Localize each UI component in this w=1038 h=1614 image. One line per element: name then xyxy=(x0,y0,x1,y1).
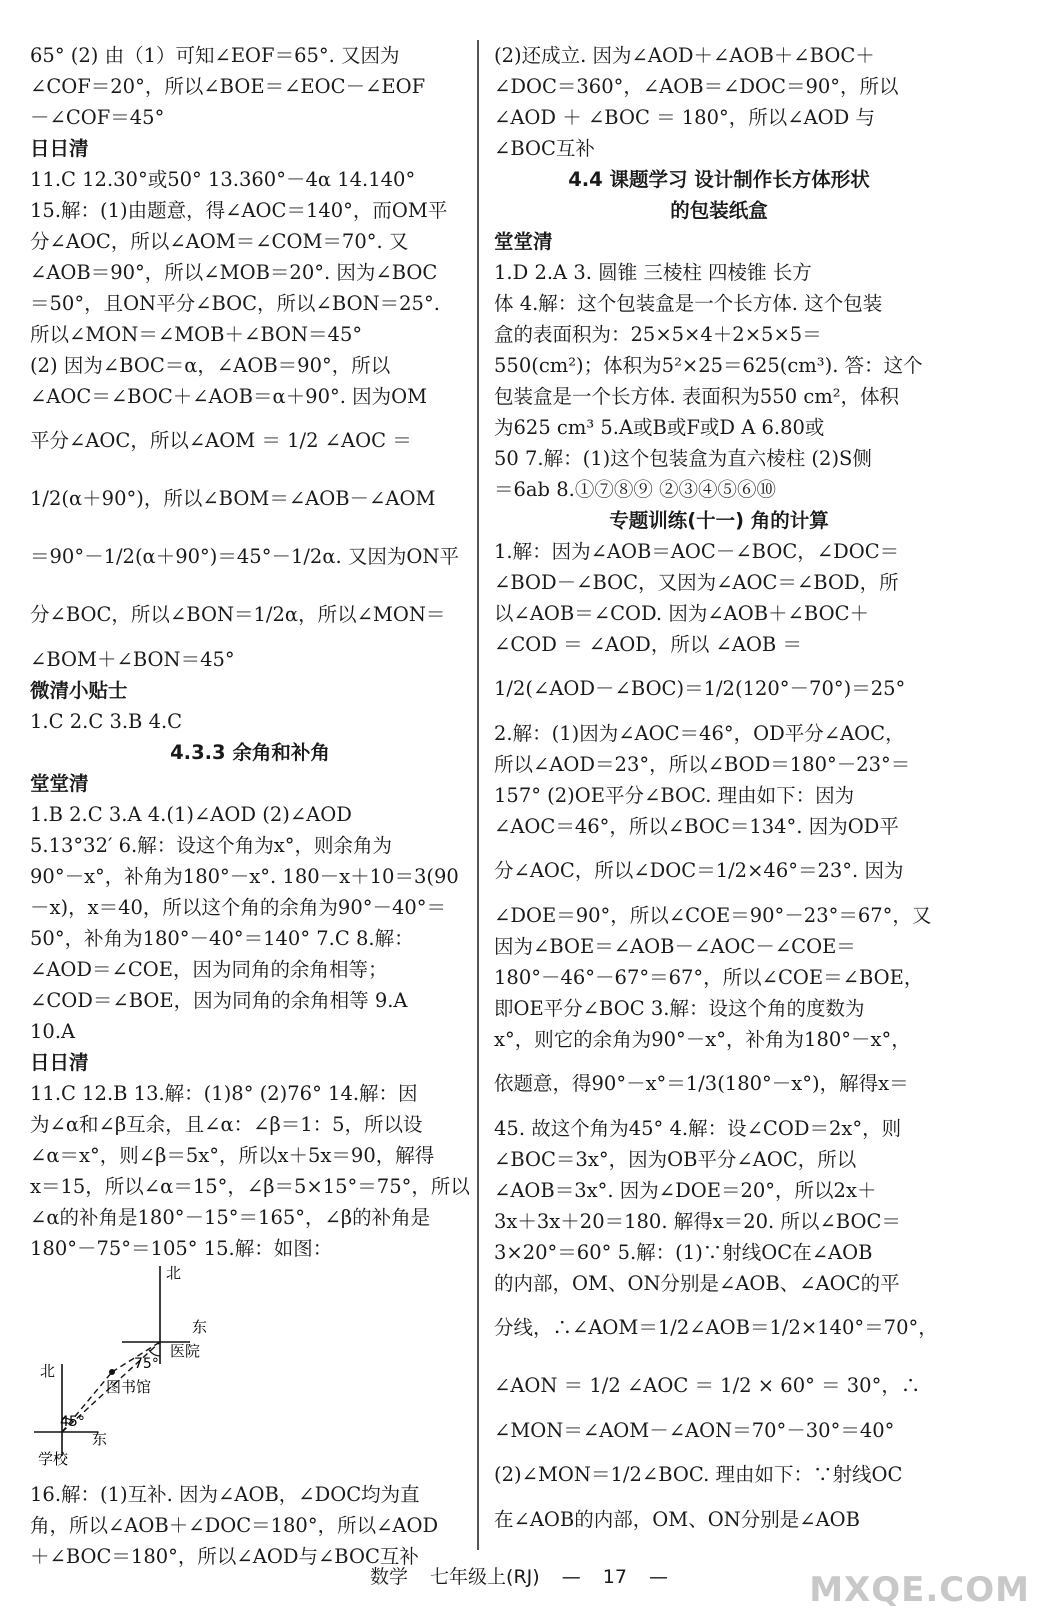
text-line: ∠α的补角是180°－15°＝165°，∠β的补角是 xyxy=(30,1206,431,1229)
east-label-school: 东 xyxy=(92,1430,108,1448)
text-line: 在∠AOB的内部，OM、ON分别是∠AOB xyxy=(494,1508,860,1531)
text-line: (2)还成立. 因为∠AOD＋∠AOB＋∠BOC＋ xyxy=(494,44,875,67)
text-line: 包装盒是一个长方体. 表面积为550 cm²，体积 xyxy=(494,385,900,408)
text-line: －x)，x＝40，所以这个角的余角为90°－40°＝ xyxy=(30,896,447,919)
text-line: ∠COF＝20°，所以∠BOE＝∠EOC－∠EOF xyxy=(30,75,426,98)
text-line: ∠BOM＋∠BON＝45° xyxy=(30,648,235,671)
text-line: 1.解：因为∠AOB＝AOC－∠BOC，∠DOC＝ xyxy=(494,540,900,563)
text-line: ∠AOD ＋ ∠BOC ＝ 180°，所以∠AOD 与 xyxy=(494,106,875,129)
text-line: ＝6ab 8.①⑦⑧⑨ ②③④⑤⑥⑩ xyxy=(494,478,777,501)
column-divider xyxy=(477,40,479,1550)
library-point xyxy=(109,1369,115,1375)
section-heading: 微清小贴士 xyxy=(30,679,128,702)
text-line: ∠AON ＝ 1/2 ∠AOC ＝ 1/2 × 60° ＝ 30°，∴ xyxy=(494,1374,921,1397)
text-line: 因为∠BOE＝∠AOB－∠AOC－∠COE＝ xyxy=(494,935,856,958)
text-line: ＝50°，且ON平分∠BOC，所以∠BON＝25°. xyxy=(30,292,440,315)
text-line: 180°－75°＝105° 15.解：如图： xyxy=(30,1237,333,1260)
text-line: 分线，∴∠AOM＝1/2∠AOB＝1/2×140°＝70°， xyxy=(494,1316,938,1339)
section-heading: 堂堂清 xyxy=(30,772,89,795)
text-line: 1.D 2.A 3. 圆锥 三棱柱 四棱锥 长方 xyxy=(494,261,812,284)
text-line: 依题意，得90°－x°＝1/3(180°－x°)，解得x＝ xyxy=(494,1072,909,1095)
text-line: ＋∠BOC＝180°，所以∠AOD与∠BOC互补 xyxy=(30,1545,419,1568)
text-line: 1.B 2.C 3.A 4.(1)∠AOD (2)∠AOD xyxy=(30,803,352,826)
north-label-hospital: 北 xyxy=(166,1264,182,1282)
text-line: 平分∠AOC，所以∠AOM ＝ 1/2 ∠AOC ＝ xyxy=(30,429,412,452)
page-number: 17 xyxy=(602,1566,627,1588)
text-line: 分∠BOC，所以∠BON＝1/2α，所以∠MON＝ xyxy=(30,603,446,626)
text-line: 65° (2) 由（1）可知∠EOF＝65°. 又因为 xyxy=(30,44,400,67)
text-line: 盒的表面积为：25×5×4＋2×5×5＝ xyxy=(494,323,822,346)
east-label-hospital: 东 xyxy=(192,1318,208,1336)
section-heading: 堂堂清 xyxy=(494,230,553,253)
text-line: 的内部，OM、ON分别是∠AOB、∠AOC的平 xyxy=(494,1272,900,1295)
text-line: 550(cm²)；体积为5²×25＝625(cm³). 答：这个 xyxy=(494,354,923,377)
text-line: 为625 cm³ 5.A或B或F或D A 6.80或 xyxy=(494,416,825,439)
section-title: 4.4 课题学习 设计制作长方体形状 xyxy=(568,168,870,191)
text-line: (2)∠MON＝1/2∠BOC. 理由如下：∵射线OC xyxy=(494,1463,903,1486)
footer-grade: 七年级上(RJ) xyxy=(430,1566,540,1588)
school-label: 学校 xyxy=(38,1450,69,1468)
text-line: ＝90°－1/2(α＋90°)＝45°－1/2α. 又因为ON平 xyxy=(30,545,459,568)
footer-dash-right: — xyxy=(649,1566,669,1588)
text-line: 2.解：(1)因为∠AOC＝46°，OD平分∠AOC， xyxy=(494,722,905,745)
text-line: 为∠α和∠β互余，且∠α：∠β＝1：5，所以设 xyxy=(30,1113,423,1136)
text-line: 体 4.解：这个包装盒是一个长方体. 这个包装 xyxy=(494,292,883,315)
text-line: 5.13°32′ 6.解：设这个角为x°，则余角为 xyxy=(30,834,392,857)
text-line: 11.C 12.B 13.解：(1)8° (2)76° 14.解：因 xyxy=(30,1082,418,1105)
text-line: 所以∠AOD＝23°，所以∠BOD＝180°－23°＝ xyxy=(494,753,911,776)
text-line: 157° (2)OE平分∠BOC. 理由如下：因为 xyxy=(494,784,855,807)
hospital-label: 医院 xyxy=(170,1342,201,1360)
text-line: ∠DOE＝90°，所以∠COE＝90°－23°＝67°，又 xyxy=(494,904,932,927)
north-label-school: 北 xyxy=(40,1362,56,1380)
text-line: 分∠AOC，所以∠DOC＝1/2×46°＝23°. 因为 xyxy=(494,859,904,882)
text-line: 角，所以∠AOB＋∠DOC＝180°，所以∠AOD xyxy=(30,1514,439,1537)
text-line: ∠α＝x°，则∠β＝5x°，所以x＋5x＝90，解得 xyxy=(30,1144,435,1167)
text-line: (2) 因为∠BOC＝α，∠AOB＝90°，所以 xyxy=(30,354,391,377)
text-line: ∠COD ＝ ∠AOD，所以 ∠AOB ＝ xyxy=(494,633,802,656)
angle-45-label: 45° xyxy=(60,1414,85,1430)
text-line: ∠AOD＝∠COE，因为同角的余角相等； xyxy=(30,958,388,981)
footer-subject: 数学 xyxy=(369,1566,408,1588)
left-column xyxy=(30,40,470,1572)
text-line: 90°－x°，补角为180°－x°. 180－x＋10＝3(90 xyxy=(30,865,459,888)
angle-75-label: 75° xyxy=(134,1356,159,1372)
text-line: 即OE平分∠BOC 3.解：设这个角的度数为 xyxy=(494,997,865,1020)
library-label: 图书馆 xyxy=(106,1378,152,1396)
text-line: 10.A xyxy=(30,1020,76,1043)
direction-diagram-svg xyxy=(30,1264,330,1479)
section-title: 4.3.3 余角和补角 xyxy=(170,741,330,764)
text-line: 1.C 2.C 3.B 4.C xyxy=(30,710,183,733)
text-line: ∠AOC＝46°，所以∠BOC＝134°. 因为OD平 xyxy=(494,815,899,838)
direction-diagram xyxy=(30,1264,330,1479)
text-line: 所以∠MON＝∠MOB＋∠BON＝45° xyxy=(30,323,363,346)
text-line: 11.C 12.30°或50° 13.360°－4α 14.140° xyxy=(30,168,416,191)
section-heading: 日日清 xyxy=(30,137,89,160)
text-line: ∠MON＝∠AOM－∠AON＝70°－30°＝40° xyxy=(494,1419,895,1442)
text-line: 50 7.解：(1)这个包装盒为直六棱柱 (2)S侧 xyxy=(494,447,872,470)
text-line: ∠BOC＝3x°，因为OB平分∠AOC，所以 xyxy=(494,1148,857,1171)
text-line: ∠AOB＝3x°. 因为∠DOE＝20°，所以2x＋ xyxy=(494,1179,877,1202)
text-line: ∠BOC互补 xyxy=(494,137,595,160)
watermark: MXQE.COM xyxy=(809,1570,1030,1610)
text-line: ∠COD＝∠BOE，因为同角的余角相等 9.A xyxy=(30,989,408,1012)
section-heading: 日日清 xyxy=(30,1051,89,1074)
text-line: 16.解：(1)互补. 因为∠AOB，∠DOC均为直 xyxy=(30,1483,420,1506)
text-line: 1/2(α＋90°)，所以∠BOM＝∠AOB－∠AOM xyxy=(30,487,436,510)
text-line: ∠AOB＝90°，所以∠MOB＝20°. 因为∠BOC xyxy=(30,261,438,284)
section-title: 的包装纸盒 xyxy=(670,199,768,222)
text-line: 15.解：(1)由题意，得∠AOC＝140°，而OM平 xyxy=(30,199,448,222)
text-line: 1/2(∠AOD－∠BOC)＝1/2(120°－70°)＝25° xyxy=(494,677,906,700)
text-line: 45. 故这个角为45° 4.解：设∠COD＝2x°，则 xyxy=(494,1117,902,1140)
text-line: x°，则它的余角为90°－x°，补角为180°－x°， xyxy=(494,1028,911,1051)
section-title: 专题训练(十一) 角的计算 xyxy=(609,509,829,532)
footer-dash-left: — xyxy=(561,1566,581,1588)
text-line: 3×20°＝60° 5.解：(1)∵射线OC在∠AOB xyxy=(494,1241,873,1264)
text-line: 以∠AOB＝∠COD. 因为∠AOB＋∠BOC＋ xyxy=(494,602,869,625)
right-column xyxy=(494,40,944,1535)
text-line: 分∠AOC，所以∠AOM＝∠COM＝70°. 又 xyxy=(30,230,409,253)
text-line: ∠BOD－∠BOC，又因为∠AOC＝∠BOD，所 xyxy=(494,571,899,594)
text-line: 50°，补角为180°－40°＝140° 7.C 8.解： xyxy=(30,927,414,950)
text-line: x＝15，所以∠α＝15°，∠β＝5×15°＝75°，所以 xyxy=(30,1175,470,1198)
text-line: ∠AOC＝∠BOC＋∠AOB＝α＋90°. 因为OM xyxy=(30,385,428,408)
text-line: 3x＋3x＋20＝180. 解得x＝20. 所以∠BOC＝ xyxy=(494,1210,901,1233)
text-line: －∠COF＝45° xyxy=(30,106,165,129)
text-line: ∠DOC＝360°，∠AOB＝∠DOC＝90°，所以 xyxy=(494,75,899,98)
text-line: 180°－46°－67°＝67°，所以∠COE＝∠BOE， xyxy=(494,966,924,989)
